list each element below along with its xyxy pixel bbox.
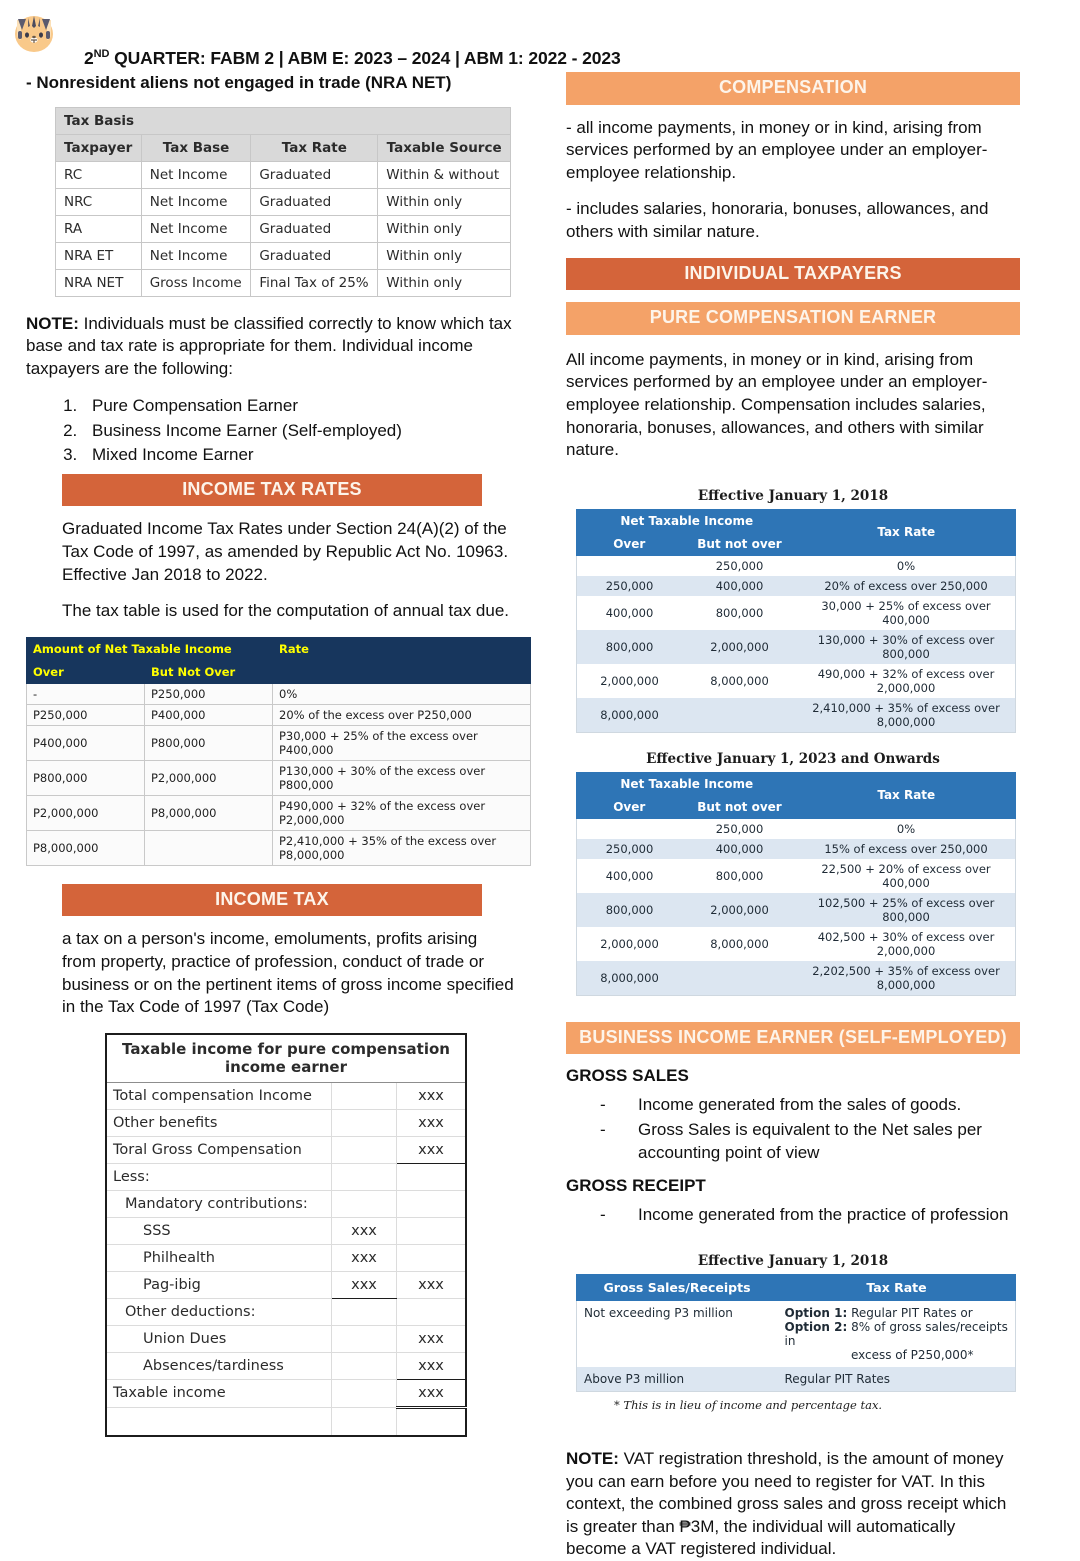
cell-col2: xxx: [397, 1136, 467, 1163]
cell-col1: [332, 1163, 397, 1190]
cell: P800,000: [27, 760, 145, 795]
section-bar-income-tax: INCOME TAX: [62, 884, 482, 917]
pure-compensation-paragraph: All income payments, in money or in kind, arising from services performed by an employee under an employer-employee relationship. Compensation includes salaries, honoraria, bonuses, allowances, and others with similar nature.: [566, 349, 988, 460]
cell-col1: [332, 1136, 397, 1163]
table-row: [577, 772, 1016, 795]
gs-row1-label: Not exceeding P3 million: [577, 1300, 778, 1367]
cell-col2: xxx: [397, 1109, 467, 1136]
cell: 2,000,000: [682, 893, 797, 927]
cell-col1: [332, 1325, 397, 1352]
cell: 490,000 + 32% of excess over 2,000,000: [797, 664, 1016, 698]
table-row: [56, 107, 511, 134]
vat-note-text: VAT registration threshold, is the amount of money you can earn before you need to register for VAT. In this context, the combined gross sales and gross receipt which is greater than ₱3M, the individual will automatically become a VAT registered individual.: [566, 1448, 1007, 1559]
cell: 400,000: [682, 839, 797, 859]
cell-col1: [332, 1298, 397, 1325]
cell: 800,000: [682, 859, 797, 893]
table-row: [27, 830, 531, 865]
cell-col1: xxx: [332, 1271, 397, 1298]
net-taxable-income-table: [26, 637, 531, 866]
cell: 800,000: [682, 596, 797, 630]
cell: 22,500 + 20% of excess over 400,000: [797, 859, 1016, 893]
cell: 2,410,000 + 35% of excess over 8,000,000: [797, 698, 1016, 733]
pure-comp-table-title: Taxable income for pure compensation income earner: [106, 1034, 466, 1083]
tax-basis-table: [55, 107, 511, 297]
page-title-rest: QUARTER: FABM 2 | ABM E: 2023 – 2024 | ABM 1: 2022 - 2023: [109, 48, 621, 68]
row-label: Taxable income: [106, 1379, 332, 1407]
row-label: Less:: [106, 1163, 332, 1190]
table-row: [27, 760, 531, 795]
list-item: 3. Mixed Income Earner: [82, 443, 526, 466]
cell: P130,000 + 30% of the excess over P800,000: [273, 760, 531, 795]
section-bar-income-tax-rates: INCOME TAX RATES: [62, 474, 482, 507]
table-row: [27, 660, 531, 683]
net-taxable-header-group: Amount of Net Taxable Income: [27, 637, 273, 660]
note-text: Individuals must be classified correctly to know which tax base and tax rate is appropriate for them. Individual income taxpayers are the following:: [26, 313, 512, 378]
cell: NRA ET: [56, 242, 142, 269]
bir2023-header-but-not-over: But not over: [682, 795, 797, 818]
tax-basis-band-label: Tax Basis: [56, 107, 511, 134]
gs-header-sales: Gross Sales/Receipts: [577, 1274, 778, 1300]
cell: P2,000,000: [27, 795, 145, 830]
cell: P30,000 + 25% of the excess over P400,000: [273, 725, 531, 760]
table-row: [106, 1034, 466, 1083]
cell: NRC: [56, 188, 142, 215]
row-label: SSS: [106, 1217, 332, 1244]
table-row: [106, 1163, 466, 1190]
table-row: [106, 1109, 466, 1136]
section-bar-individual-taxpayers: INDIVIDUAL TAXPAYERS: [566, 258, 1020, 291]
cell: [577, 818, 683, 839]
cell: Net Income: [141, 215, 251, 242]
cell: P400,000: [27, 725, 145, 760]
cell: 250,000: [682, 555, 797, 576]
table-row: [106, 1298, 466, 1325]
table-row: [577, 664, 1016, 698]
cell-col2: [397, 1217, 467, 1244]
row-label: Mandatory contributions:: [106, 1190, 332, 1217]
cell-col2: [397, 1244, 467, 1271]
table-row: [577, 859, 1016, 893]
cell: Within only: [378, 269, 511, 296]
cell: P490,000 + 32% of the excess over P2,000,000: [273, 795, 531, 830]
section-bar-pure-compensation-earner: PURE COMPENSATION EARNER: [566, 302, 1020, 335]
net-taxable-header-but-not-over: But Not Over: [145, 660, 273, 683]
cell: 402,500 + 30% of excess over 2,000,000: [797, 927, 1016, 961]
gs-option-2-label: Option 2:: [784, 1319, 848, 1334]
cell: 8,000,000: [577, 698, 683, 733]
row-label: Pag-ibig: [106, 1271, 332, 1298]
net-taxable-header-rate: Rate: [273, 637, 531, 660]
cell: Net Income: [141, 242, 251, 269]
section-bar-compensation: COMPENSATION: [566, 72, 1020, 105]
cell-col1: xxx: [332, 1217, 397, 1244]
cell-col1: [332, 1352, 397, 1379]
bir-rates-2023-table: [576, 772, 1016, 996]
gross-receipt-heading: GROSS RECEIPT: [566, 1176, 706, 1196]
cell-col1: [332, 1379, 397, 1407]
cell: 2,000,000: [577, 664, 683, 698]
taxpayer-type-list: [26, 394, 526, 465]
row-label: Other benefits: [106, 1109, 332, 1136]
cell: 0%: [797, 818, 1016, 839]
cell: Net Income: [141, 161, 251, 188]
cell: -: [27, 683, 145, 704]
table-row: [577, 698, 1016, 733]
cell: Within only: [378, 242, 511, 269]
cell-col1: [332, 1407, 397, 1436]
table-row: [106, 1352, 466, 1379]
table-row: [27, 725, 531, 760]
cell: RA: [56, 215, 142, 242]
cell: 20% of excess over 250,000: [797, 576, 1016, 596]
table-row: [577, 927, 1016, 961]
compensation-paragraph-2: - includes salaries, honoraria, bonuses, allowances, and others with similar nature.: [566, 199, 989, 242]
cell: 20% of the excess over P250,000: [273, 704, 531, 725]
cell: 800,000: [577, 893, 683, 927]
gs-option-2-text: 8% of gross sales/receipts in: [784, 1319, 1008, 1348]
section-bar-business-income-earner: BUSINESS INCOME EARNER (SELF-EMPLOYED): [566, 1022, 1020, 1055]
table-row: [106, 1244, 466, 1271]
gross-receipt-list: [566, 1204, 1020, 1227]
cell: RC: [56, 161, 142, 188]
bir2018-header-but-not-over: But not over: [682, 532, 797, 555]
cell-col2: [397, 1298, 467, 1325]
table-row: [27, 704, 531, 725]
cell-col1: [332, 1190, 397, 1217]
table-row: [106, 1082, 466, 1109]
cell: 400,000: [682, 576, 797, 596]
left-column: [26, 72, 526, 1437]
list-item: - Gross Sales is equivalent to the Net sales per accounting point of view: [600, 1119, 1020, 1164]
table-row: [106, 1190, 466, 1217]
table-row: [577, 1300, 1016, 1367]
cell: 0%: [797, 555, 1016, 576]
cell: 30,000 + 25% of excess over 400,000: [797, 596, 1016, 630]
table-row: [577, 509, 1016, 532]
cell-col2: xxx: [397, 1271, 467, 1298]
cell: 130,000 + 30% of excess over 800,000: [797, 630, 1016, 664]
cell: 800,000: [577, 630, 683, 664]
cell: 2,000,000: [682, 630, 797, 664]
list-item: - Income generated from the sales of goods.: [600, 1094, 1020, 1117]
row-label: Other deductions:: [106, 1298, 332, 1325]
cell: Gross Income: [141, 269, 251, 296]
cell: NRA NET: [56, 269, 142, 296]
table-row: [56, 188, 511, 215]
table-row: [577, 596, 1016, 630]
cell: [145, 830, 273, 865]
cell: P2,410,000 + 35% of the excess over P8,000,000: [273, 830, 531, 865]
table-row: [106, 1407, 466, 1436]
row-label: Toral Gross Compensation: [106, 1136, 332, 1163]
table-row: [577, 961, 1016, 996]
table-row: [577, 839, 1016, 859]
gross-sales-list: [566, 1094, 1020, 1164]
classification-note: [26, 313, 526, 381]
gs-row2-rate: Regular PIT Rates: [778, 1367, 1016, 1392]
cell-col1: [332, 1109, 397, 1136]
cell-col2: [397, 1163, 467, 1190]
cell-col2: xxx: [397, 1352, 467, 1379]
list-item: 2. Business Income Earner (Self-employed): [82, 419, 526, 442]
cell: P8,000,000: [27, 830, 145, 865]
table-row: [106, 1271, 466, 1298]
table-row: [106, 1325, 466, 1352]
bir-rates-2018-table: [576, 509, 1016, 733]
list-item: - Income generated from the practice of profession: [600, 1204, 1020, 1227]
pure-compensation-taxable-income-table: [105, 1033, 467, 1437]
gross-sales-table-caption: Effective January 1, 2018: [697, 1252, 889, 1269]
cell-col1: xxx: [332, 1244, 397, 1271]
gross-sales-heading: GROSS SALES: [566, 1066, 689, 1086]
tax-basis-header-taxable-source: Taxable Source: [378, 134, 511, 161]
cell-col2: xxx: [397, 1082, 467, 1109]
cell-col2: [397, 1407, 467, 1436]
cell: [682, 698, 797, 733]
tax-basis-header-tax-rate: Tax Rate: [251, 134, 378, 161]
cell: 0%: [273, 683, 531, 704]
cell: P8,000,000: [145, 795, 273, 830]
row-label: [106, 1407, 332, 1436]
cell: 8,000,000: [682, 664, 797, 698]
table-row: [577, 555, 1016, 576]
table-row: [56, 242, 511, 269]
bir2018-header-over: Over: [577, 532, 683, 555]
cell-col2: [397, 1190, 467, 1217]
vat-note-label: NOTE:: [566, 1448, 619, 1468]
row-label: Absences/tardiness: [106, 1352, 332, 1379]
table-row: [106, 1217, 466, 1244]
list-item: 1. Pure Compensation Earner: [82, 394, 526, 417]
cell: 250,000: [577, 576, 683, 596]
table-row: [577, 576, 1016, 596]
right-column: [566, 72, 1020, 1561]
table-row: [56, 161, 511, 188]
row-label: Philhealth: [106, 1244, 332, 1271]
cell: Within & without: [378, 161, 511, 188]
table-row: [577, 893, 1016, 927]
cell: Graduated: [251, 161, 378, 188]
gross-sales-footnote: * This is in lieu of income and percentage tax.: [614, 1397, 883, 1412]
cell: Graduated: [251, 242, 378, 269]
gs-option-2-continuation: excess of P250,000*: [850, 1347, 974, 1362]
table-row: [56, 215, 511, 242]
cell-col2: xxx: [397, 1325, 467, 1352]
bir2023-header-group: Net Taxable Income: [577, 772, 798, 795]
table-row: [106, 1136, 466, 1163]
gross-sales-receipts-table: [576, 1274, 1016, 1392]
cell: 15% of excess over 250,000: [797, 839, 1016, 859]
cell-col1: [332, 1082, 397, 1109]
table-row: [27, 683, 531, 704]
bir-2023-caption: Effective January 1, 2023 and Onwards: [646, 750, 940, 767]
tax-basis-header-taxpayer: Taxpayer: [56, 134, 142, 161]
cell: 250,000: [577, 839, 683, 859]
cell: [682, 961, 797, 996]
cell: P800,000: [145, 725, 273, 760]
table-row: [577, 1367, 1016, 1392]
page-title-ordinal-suffix: ND: [93, 48, 110, 61]
table-row: [577, 818, 1016, 839]
cell: 2,000,000: [577, 927, 683, 961]
tax-table-usage-paragraph: The tax table is used for the computation of annual tax due.: [62, 601, 510, 621]
gs-option-1-text: Regular PIT Rates or: [847, 1305, 973, 1320]
net-taxable-header-over: Over: [27, 660, 145, 683]
gs-option-1-label: Option 1:: [784, 1305, 848, 1320]
cell: 400,000: [577, 859, 683, 893]
bir2018-header-rate: Tax Rate: [797, 509, 1016, 555]
cell: 102,500 + 25% of excess over 800,000: [797, 893, 1016, 927]
note-label: NOTE:: [26, 313, 79, 333]
gs-option-2-line: [785, 1320, 1009, 1348]
table-row: [106, 1379, 466, 1407]
compensation-paragraph-1: - all income payments, in money or in kind, arising from services performed by an employee under an employer-employee relationship.: [566, 117, 988, 182]
page-title: [84, 48, 621, 69]
cell: [577, 555, 683, 576]
cell: 400,000: [577, 596, 683, 630]
cell: Graduated: [251, 188, 378, 215]
cell: P400,000: [145, 704, 273, 725]
bir2018-header-group: Net Taxable Income: [577, 509, 798, 532]
row-label: Total compensation Income: [106, 1082, 332, 1109]
cell: P2,000,000: [145, 760, 273, 795]
cell: Graduated: [251, 215, 378, 242]
cell: Within only: [378, 215, 511, 242]
gs-row2-label: Above P3 million: [577, 1367, 778, 1392]
cell: 2,202,500 + 35% of excess over 8,000,000: [797, 961, 1016, 996]
cell: 8,000,000: [577, 961, 683, 996]
tax-basis-header-tax-base: Tax Base: [141, 134, 251, 161]
income-tax-definition: a tax on a person's income, emoluments, profits arising from property, practice of profession, conduct of trade or business or on the pertinent items of gross income specified in the Tax Code of 1997 (Tax Code): [62, 929, 514, 1017]
cell: Final Tax of 25%: [251, 269, 378, 296]
cell-col2: xxx: [397, 1379, 467, 1407]
nra-net-line: - Nonresident aliens not engaged in trade (NRA NET): [26, 73, 452, 92]
cell: P250,000: [27, 704, 145, 725]
graduated-rates-paragraph: Graduated Income Tax Rates under Section 24(A)(2) of the Tax Code of 1997, as amended by Republic Act No. 10963. Effective Jan 2018 to 2022.: [62, 519, 509, 584]
table-row: [577, 630, 1016, 664]
bir2023-header-over: Over: [577, 795, 683, 818]
gs-option-1-line: [785, 1306, 1009, 1320]
cell: 250,000: [682, 818, 797, 839]
table-row: [56, 269, 511, 296]
table-row: [27, 795, 531, 830]
cell: Within only: [378, 188, 511, 215]
tiger-avatar-icon: [8, 6, 60, 58]
cell: 8,000,000: [682, 927, 797, 961]
bir-2018-caption: Effective January 1, 2018: [697, 487, 889, 504]
table-row: [27, 637, 531, 660]
table-row: [577, 1274, 1016, 1300]
cell: Net Income: [141, 188, 251, 215]
net-taxable-header-rate-blank: [273, 660, 531, 683]
cell: P250,000: [145, 683, 273, 704]
table-row: [56, 134, 511, 161]
row-label: Union Dues: [106, 1325, 332, 1352]
gs-header-rate: Tax Rate: [778, 1274, 1016, 1300]
page-title-prefix: 2: [84, 48, 94, 68]
gs-row1-rate: [778, 1300, 1016, 1367]
vat-note: [566, 1448, 1020, 1561]
bir2023-header-rate: Tax Rate: [797, 772, 1016, 818]
